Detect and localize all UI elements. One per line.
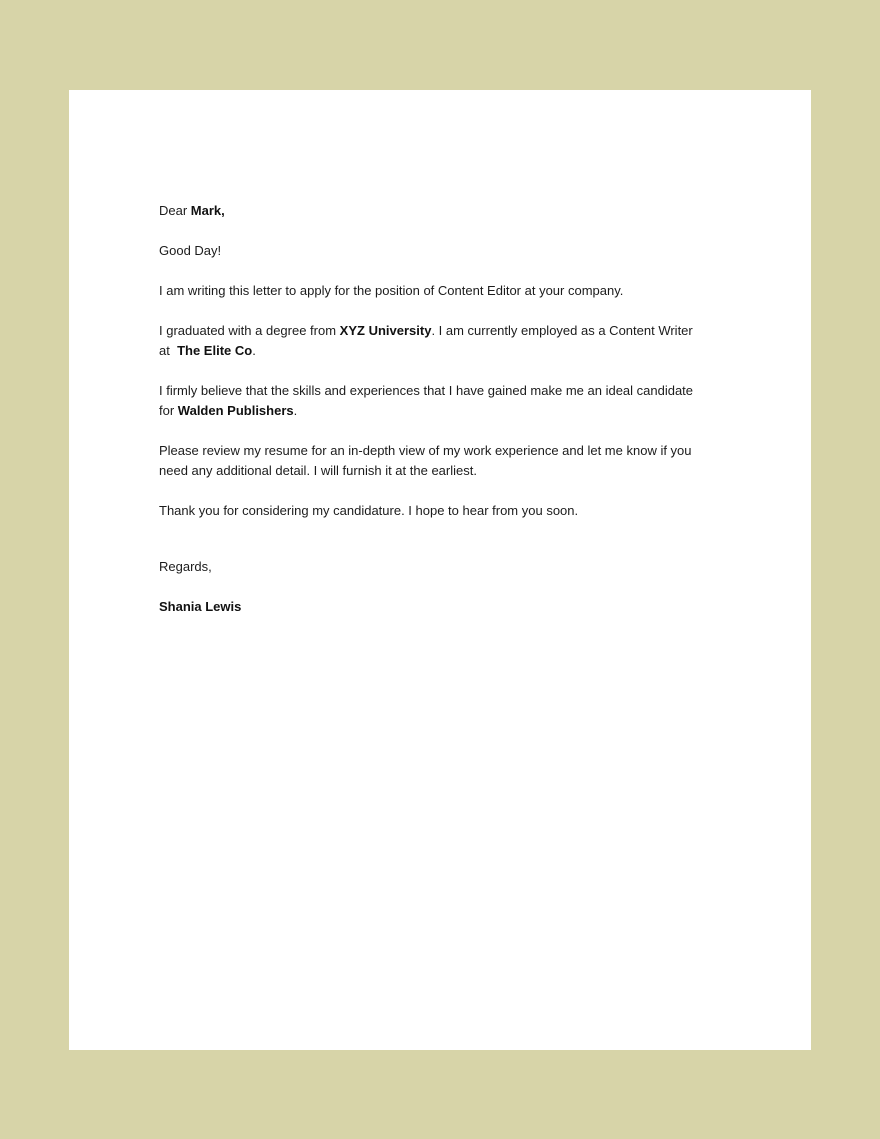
paragraph-education-line2: [159, 343, 256, 359]
letter-page: [69, 90, 811, 1050]
signature: Shania Lewis: [159, 599, 242, 614]
target-company: Walden Publishers: [177, 403, 294, 418]
text: . I am currently employed as a Content Writer: [431, 323, 693, 338]
current-company: The Elite Co: [177, 343, 253, 358]
paragraph-belief-line2: [159, 403, 297, 419]
text: I graduated with a degree from: [159, 323, 340, 338]
text: at: [159, 343, 178, 358]
paragraph-belief-line1: I firmly believe that the skills and experiences that I have gained make me an ideal candidate: [159, 383, 694, 398]
text: .: [293, 403, 298, 418]
text: for: [159, 403, 178, 418]
paragraph-intent: I am writing this letter to apply for the position of Content Editor at your company.: [159, 283, 624, 298]
paragraph-resume-line2: need any additional detail. I will furnish it at the earliest.: [159, 463, 477, 478]
paragraph-thanks: Thank you for considering my candidature. I hope to hear from you soon.: [159, 503, 579, 518]
university-name: XYZ University: [339, 323, 432, 338]
salutation-comma: ,: [221, 203, 225, 218]
paragraph-education-line1: [159, 323, 693, 339]
salutation: [159, 203, 225, 219]
paragraph-resume-line1: Please review my resume for an in-depth view of my work experience and let me know if you: [159, 443, 692, 458]
closing: Regards,: [159, 559, 212, 574]
text: .: [252, 343, 256, 358]
greeting: Good Day!: [159, 243, 222, 258]
recipient-name: Mark: [190, 203, 222, 218]
salutation-prefix: Dear: [159, 203, 191, 218]
